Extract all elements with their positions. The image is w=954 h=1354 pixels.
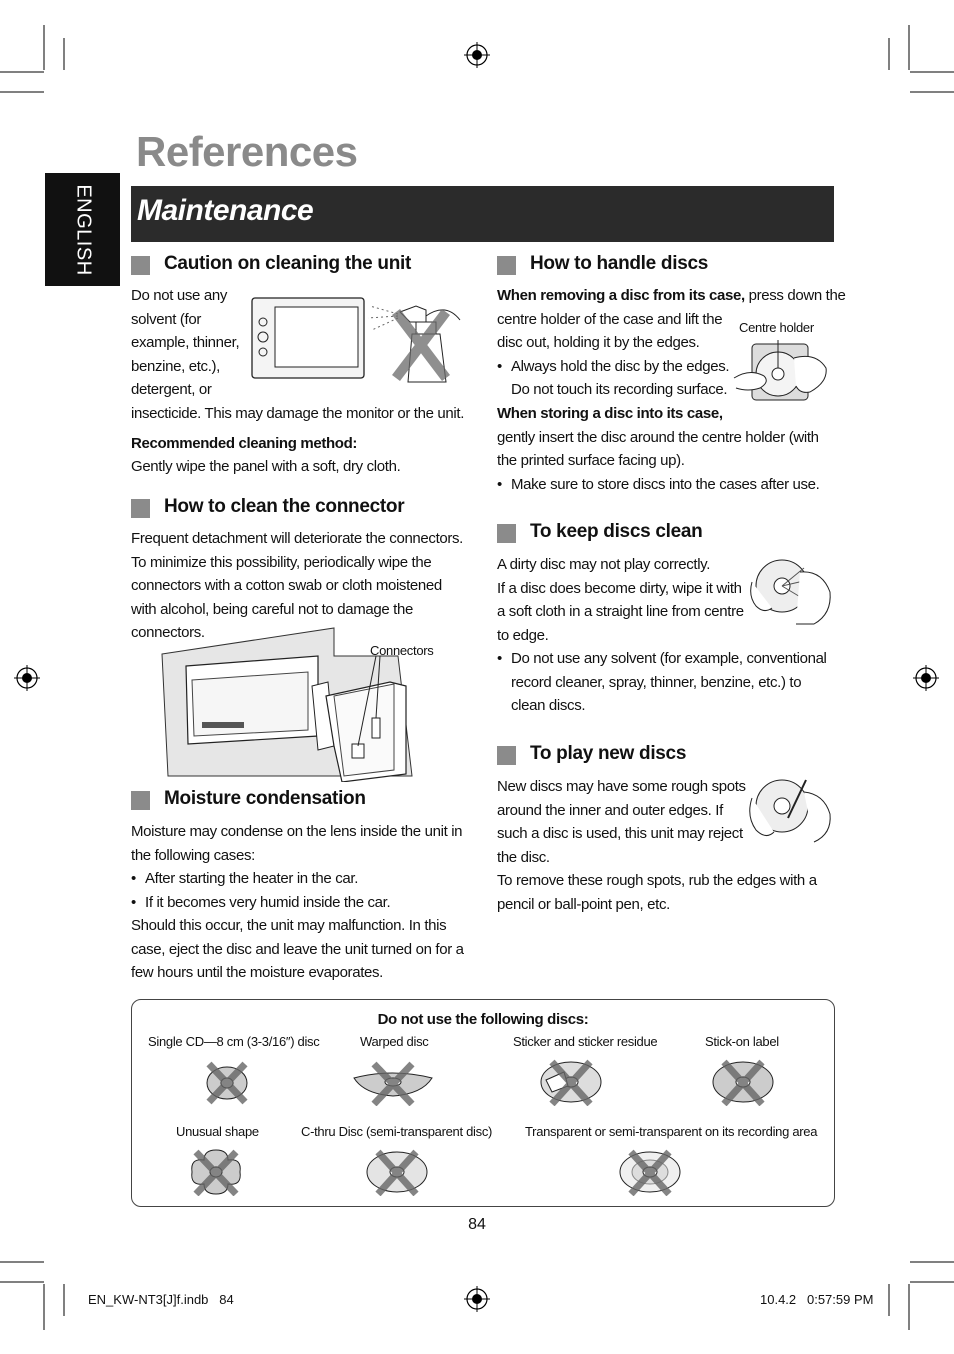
transparent-disc-crossed-icon [617, 1148, 683, 1196]
handle-store-text: When storing a disc into its case, gently insert the disc around the centre holder (with the printed surface facing up). • Make sure to store discs into the cases after use. [497, 402, 837, 496]
list-item: • Always hold the disc by the edges. Do not touch its recording surface. [497, 355, 837, 402]
caution-text-tail: insecticide. This may damage the monitor or the unit. [131, 405, 465, 422]
centre-holder-label: Centre holder [739, 320, 814, 335]
moisture-text: Moisture may condense on the lens inside the unit in the following cases: • After starting the heater in the car. • If it becomes very humid inside the car. Should this occur, the unit may malfunction. In this case, eject the disc and leave the unit turned on for a few hours until the moisture evaporates. [131, 820, 467, 985]
warped-disc-crossed-icon [352, 1060, 434, 1106]
section-banner [131, 186, 834, 242]
list-item: • Do not use any solvent (for example, conventional record cleaner, spray, thinner, benzine, etc.) to clean discs. [497, 647, 833, 718]
registration-mark-icon [913, 665, 939, 691]
disc-wipe-hands-icon [746, 552, 834, 626]
cthru-disc-crossed-icon [364, 1148, 430, 1196]
disc-label-cthru: C-thru Disc (semi-transparent disc) [301, 1124, 493, 1139]
label-disc-crossed-icon [710, 1058, 776, 1106]
disc-case-hands-icon [730, 338, 830, 404]
heading-square-icon [131, 791, 150, 810]
language-tab-label: ENGLISH [72, 183, 94, 276]
registration-mark-icon [14, 665, 40, 691]
caution-text: Do not use any solvent (for example, thinner, benzine, etc.), detergent, or [131, 287, 240, 398]
page-number: 84 [468, 1216, 486, 1233]
flower-disc-crossed-icon [188, 1148, 244, 1196]
disc-pencil-hands-icon [744, 770, 834, 844]
section-banner-title: Maintenance [137, 194, 314, 227]
disc-label-transparent: Transparent or semi-transparent on its recording area [525, 1124, 818, 1139]
list-item: • Make sure to store discs into the cases after use. [497, 473, 837, 497]
connector-text: Frequent detachment will deteriorate the connectors. To minimize this possibility, periodically wipe the connectors with a cotton swab or cloth moistened with alcohol, being careful not to damage the connectors. [131, 530, 463, 641]
heading-square-icon [131, 256, 150, 275]
registration-mark-icon [464, 1286, 490, 1312]
disc-label-warped: Warped disc [360, 1034, 429, 1049]
registration-mark-icon [464, 42, 490, 68]
monitor-spray-crossed-icon [250, 292, 468, 388]
keep-clean-text: A dirty disc may not play correctly. If a disc does become dirty, wipe it with a soft cloth in a straight line from centre to edge. • Do not use any solvent (for example, conventional record cleaner, spray, thinner, benzine, etc.) to clean discs. [497, 553, 833, 718]
footer-file-info: EN_KW-NT3[J]f.indb 84 [88, 1292, 234, 1307]
list-item: • If it becomes very humid inside the car. [131, 891, 467, 915]
disc-label-sticker: Sticker and sticker residue [513, 1034, 658, 1049]
small-disc-crossed-icon [203, 1060, 251, 1106]
page-title: References [136, 128, 358, 175]
new-discs-text: New discs may have some rough spots around the inner and outer edges. If such a disc is used, this unit may reject the disc. To remove these rough spots, rub the edges with a pencil or ball-point pen, etc. [497, 778, 817, 913]
disc-label-stick-on: Stick-on label [705, 1034, 779, 1049]
list-item: • After starting the heater in the car. [131, 867, 467, 891]
cleaning-method-text: Gently wipe the panel with a soft, dry cloth. [131, 458, 401, 475]
disc-label-single-cd: Single CD—8 cm (3-3/16″) disc [148, 1034, 320, 1049]
footer-timestamp: 10.4.2 0:57:59 PM [760, 1292, 874, 1307]
heading-square-icon [497, 746, 516, 765]
heading-square-icon [497, 256, 516, 275]
heading-square-icon [131, 499, 150, 518]
sticker-disc-crossed-icon [538, 1058, 604, 1106]
disc-label-unusual-shape: Unusual shape [176, 1124, 259, 1139]
cleaning-method-label: Recommended cleaning method: [131, 435, 358, 452]
heading-square-icon [497, 524, 516, 543]
connectors-label: Connectors [370, 643, 434, 658]
language-tab [45, 173, 120, 286]
handle-remove-text: When removing a disc from its case, press down the centre holder of the case and lift the disc out, holding it by the edges. • Always hold the disc by the edges. Do not touch its recording surface. [497, 284, 837, 402]
warning-box-title: Do not use the following discs: [377, 1011, 589, 1028]
